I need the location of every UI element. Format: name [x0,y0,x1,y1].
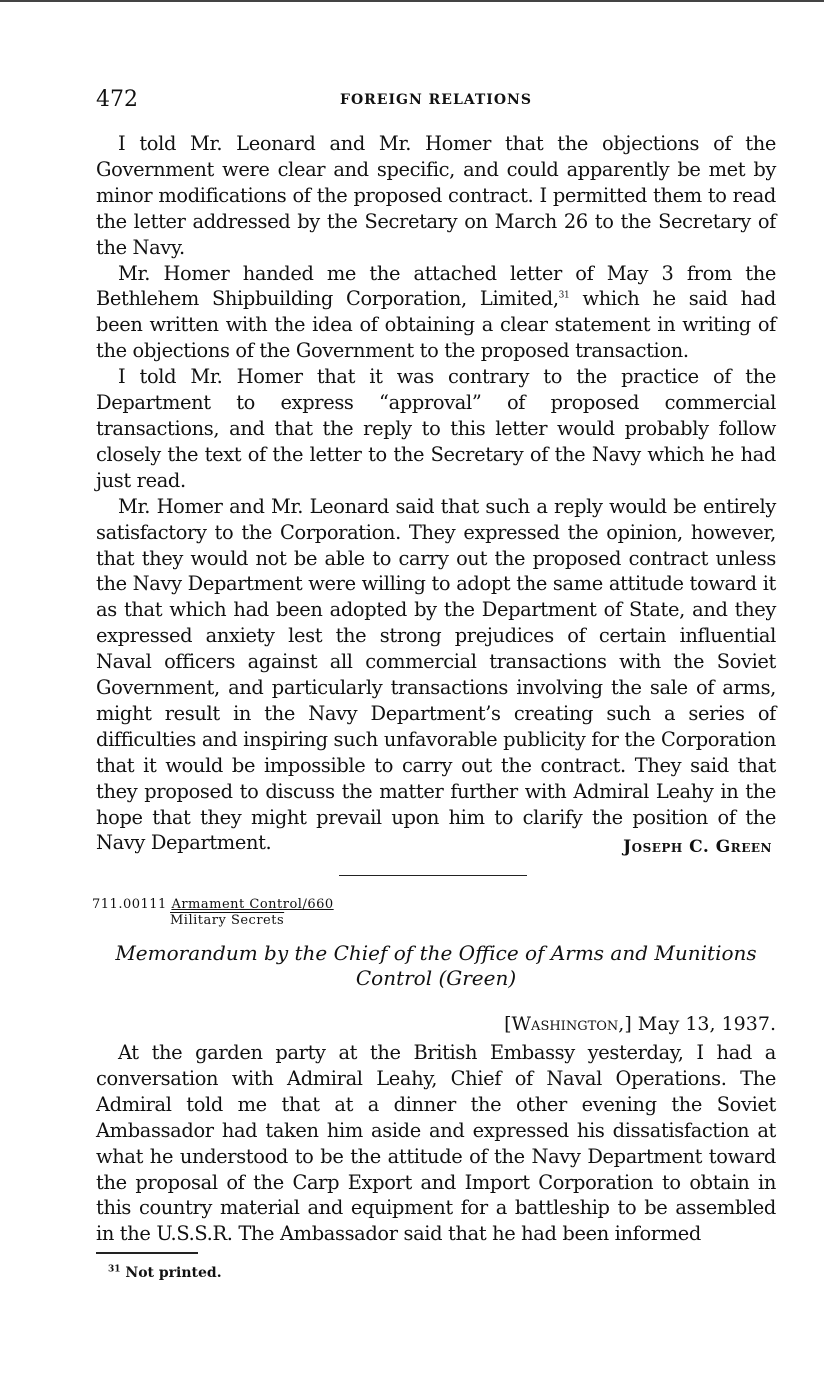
paragraph: Mr. Homer and Mr. Leonard said that such a reply would be entirely satisfactory to the Corporation. They expressed the opinion, however, that they would not be able to carry out the proposed contract unless the Navy Department were willing to adopt the same attitude toward it as that which had been adopted by the Department of State, and they expressed anxiety lest the strong prejudices of certain influential Naval officers against all commercial transactions with the Soviet Government, and particularly transactions involving the sale of arms, might result in the Navy Department’s creating such a series of difficulties and inspiring such unfavorable publicity for the Corporation that it would be impossible to carry out the contract. They said that they proposed to discuss the matter further with Admiral Leahy in the hope that they might prevail upon him to clarify the position of the Navy Department. [96,494,776,855]
signature: Joseph C. Green [623,837,772,857]
file-reference-number: 711.00111 [92,897,167,912]
footnote-reference: 31 [558,290,570,301]
running-head: FOREIGN RELATIONS [340,92,532,108]
memo-title-line-2: Control (Green) [355,966,517,990]
dateline [504,1011,776,1037]
file-reference-sub: Military Secrets [170,913,285,928]
footnote-marker: 31 [108,1264,121,1275]
dateline-date: May 13, 1937. [637,1013,776,1035]
paragraph-rest: which he said had been written with the idea of obtaining a clear statement in writing of the objections of the Government to the proposed transaction. [96,287,776,363]
footnote-text: Not printed. [125,1265,222,1281]
page-header [96,86,776,116]
top-border-rule [0,0,824,2]
paragraph: I told Mr. Leonard and Mr. Homer that the objections of the Government were clear and specific, and could apparently be met by minor modifications of the proposed contract. I permitted them to read the letter addressed by the Secretary on March 26 to the Secretary of the Navy. [96,132,776,259]
page-number: 472 [96,87,138,112]
paragraph: I told Mr. Homer that it was contrary to the practice of the Department to express “approval” of proposed commercial transactions, and that the reply to this letter would probably follow closely the text of the letter to the Secretary of the Navy which he had just read. [96,365,776,492]
memo-title-line-1: Memorandum by the Chief of the Office of Arms and Munitions [115,941,757,965]
paragraph-lead: Mr. Homer handed me the attached letter of May 3 from the Bethlehem Shipbuilding Corporation, Limited, [96,261,776,311]
memo-continuation-text [96,131,776,856]
section-separator [339,875,527,876]
paragraph [96,261,776,365]
memo-title [96,941,776,991]
dateline-place: [Washington,] [504,1013,632,1035]
memo-body-text [96,1040,776,1247]
paragraph: At the garden party at the British Embassy yesterday, I had a conversation with Admiral Leahy, Chief of Naval Operations. The Admiral told me that at a dinner the other evening the Soviet Ambassador had taken him aside and expressed his dissatisfaction at what he understood to be the attitude of the Navy Department toward the proposal of the Carp Export and Import Corporation to obtain in this country material and equipment for a battleship to be assembled in the U.S.S.R. The Ambassador said that he had been informed [96,1041,776,1246]
file-reference [92,897,334,928]
file-reference-main: Armament Control/660 [171,897,334,912]
footnote [108,1263,222,1283]
footnote-rule [96,1252,198,1254]
